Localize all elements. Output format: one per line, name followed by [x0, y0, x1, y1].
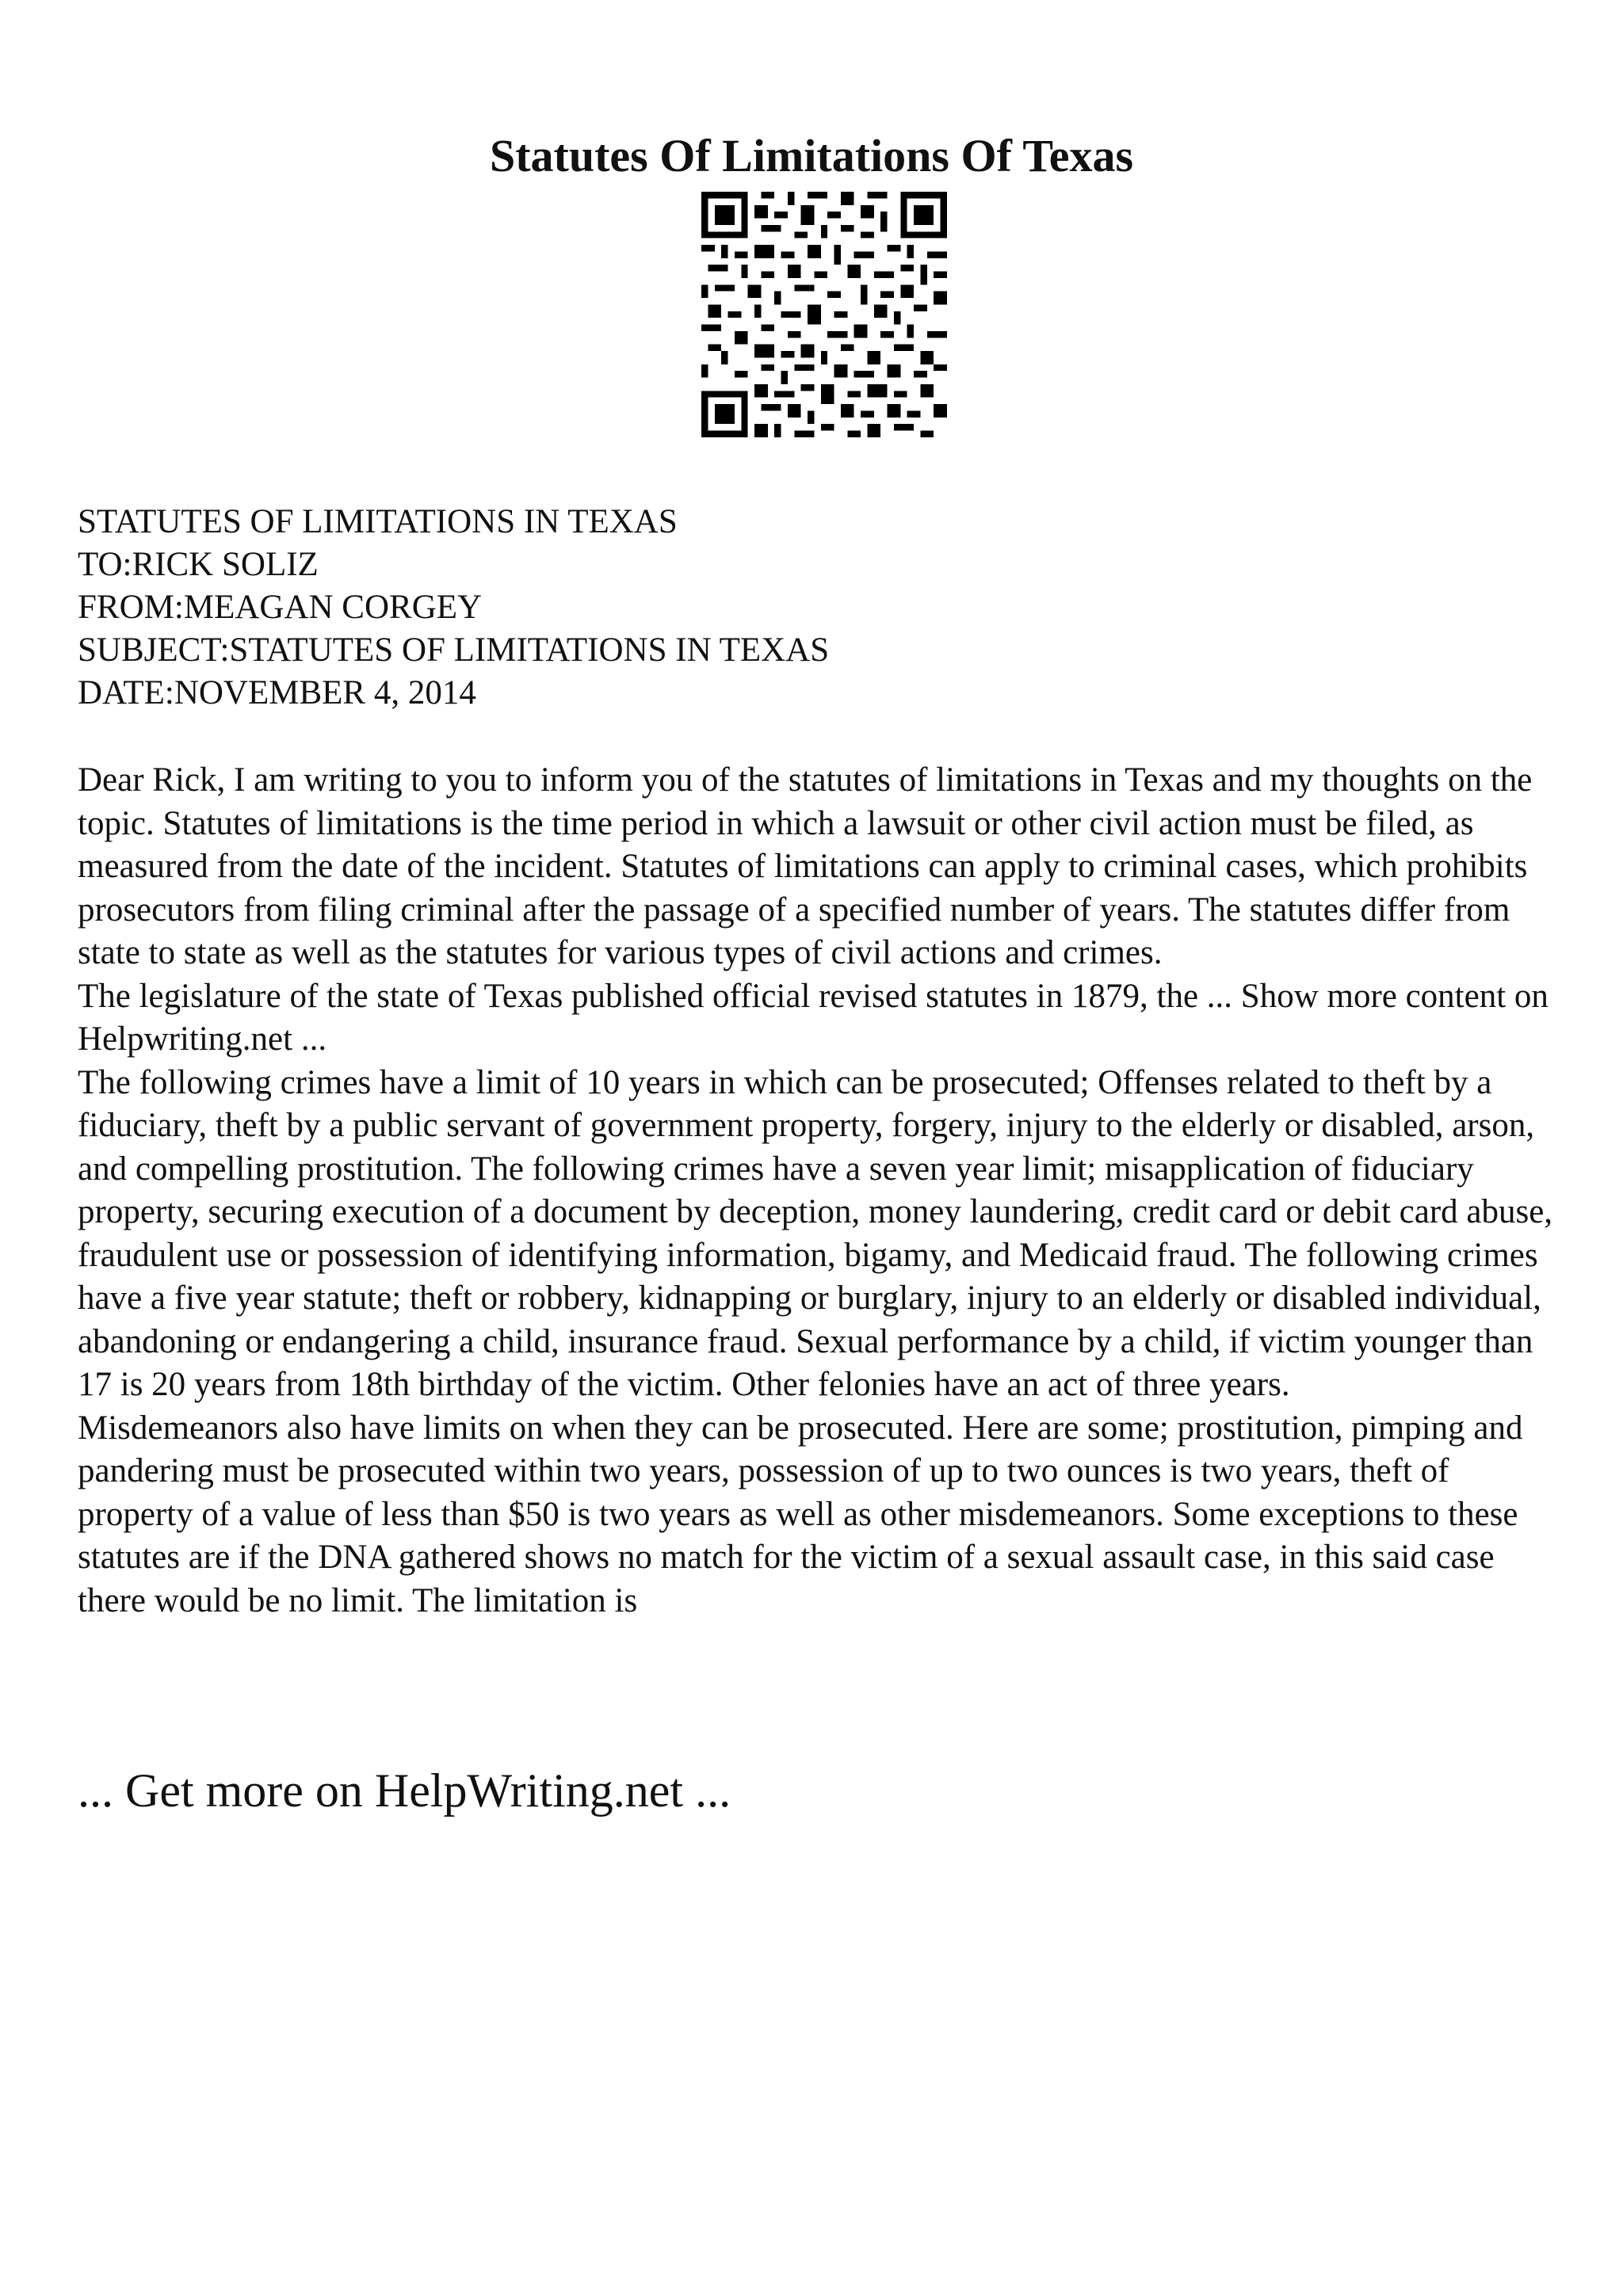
- memo-from: FROM:MEAGAN CORGEY: [78, 589, 483, 626]
- paragraph-misdemeanors: Misdemeanors also have limits on when they can be prosecuted. Here are some; prostitution, pimping and pandering must be prosecuted within two years, possession of up to two ounces is two years, theft of property of a value of less than $50 is two years as well as other misdemeanors. Some exceptions to these statutes are if the DNA gathered shows no match for the victim of a sexual assault case, in this said case there would be no limit. The limitation is: [78, 1409, 1523, 1619]
- paragraph-felonies: The following crimes have a limit of 10 years in which can be prosecuted; Offenses related to theft by a fiduciary, theft by a public servant of government property, forgery, injury to the elderly or disabled, arson, and compelling prostitution. The following crimes have a seven year limit; misapplication of fiduciary property, securing execution of a document by deception, money laundering, credit card or debit card abuse, fraudulent use or possession of identifying information, bigamy, and Medicaid fraud. The following crimes have a five year statute; theft or robbery, kidnapping or burglary, injury to an elderly or disabled individual, abandoning or endangering a child, insurance fraud. Sexual performance by a child, if victim younger than 17 is 20 years from 18th birthday of the victim. Other felonies have an act of three years.: [78, 1063, 1553, 1403]
- get-more-link[interactable]: ... Get more on HelpWriting.net ...: [78, 1764, 731, 1817]
- memo-header: [78, 501, 1552, 715]
- document-body: [78, 759, 1556, 1623]
- memo-subject: SUBJECT:STATUTES OF LIMITATIONS IN TEXAS: [78, 631, 830, 669]
- paragraph-intro: Dear Rick, I am writing to you to inform you of the statutes of limitations in Texas and my thoughts on the topic. Statutes of limitations is the time period in which a lawsuit or other civil action must be filed, as measured from the date of the incident. Statutes of limitations can apply to criminal cases, which prohibits prosecutors from filing criminal after the passage of a specified number of years. The statutes differ from state to state as well as the statutes for various types of civil actions and crimes.: [78, 761, 1533, 971]
- memo-to: TO:RICK SOLIZ: [78, 546, 319, 583]
- memo-date: DATE:NOVEMBER 4, 2014: [78, 674, 476, 711]
- document-title: Statutes Of Limitations Of Texas: [489, 129, 1134, 181]
- memo-heading: STATUTES OF LIMITATIONS IN TEXAS: [78, 503, 678, 540]
- paragraph-legislature: The legislature of the state of Texas published official revised statutes in 1879, the ... Show more content on Helpwriting.net ...: [78, 977, 1549, 1058]
- qr-code-icon: [701, 192, 947, 437]
